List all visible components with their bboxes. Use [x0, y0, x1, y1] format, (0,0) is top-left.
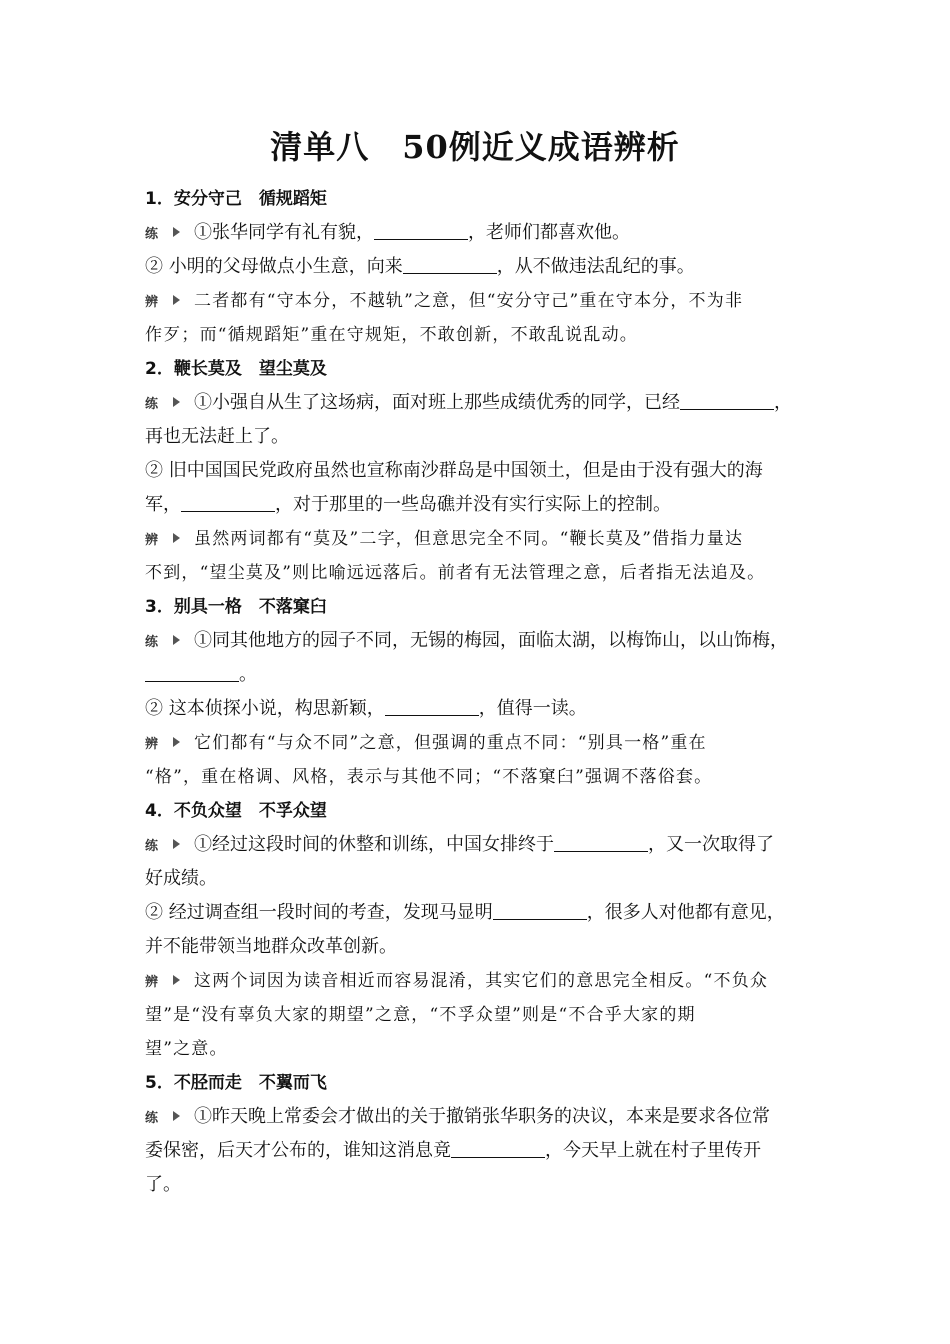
play-triangle-icon — [173, 635, 180, 645]
answer-blank[interactable] — [680, 389, 774, 410]
sentence-line: 再也无法赶上了。 — [145, 426, 289, 447]
analysis-label: 辨 — [145, 737, 159, 752]
play-triangle-icon — [173, 227, 180, 237]
practice-label: 练 — [145, 227, 159, 242]
play-triangle-icon — [173, 975, 180, 985]
line-text: ①张华同学有礼有貌， — [194, 222, 374, 243]
analysis-continuation: “格”，重在格调、风格，表示与其他不同；“不落窠臼”强调不落俗套。 — [145, 767, 713, 787]
line-text: 二者都有“守本分，不越轨”之意，但“安分守己”重在守本分，不为非 — [194, 291, 744, 311]
line-text: ，值得一读。 — [478, 698, 587, 719]
line-text: 军， — [145, 494, 181, 515]
sentence-line: ② 旧中国国民党政府虽然也宣称南沙群岛是中国领土，但是由于没有强大的海 — [145, 460, 763, 481]
practice-label: 练 — [145, 1111, 159, 1126]
practice-label: 练 — [145, 839, 159, 854]
analysis-continuation: 作歹；而“循规蹈矩”重在守规矩，不敢创新，不敢乱说乱动。 — [145, 325, 638, 345]
page-title: 清单八 50例近义成语辨析 — [270, 128, 680, 166]
line-text: ①昨天晚上常委会才做出的关于撤销张华职务的决议，本来是要求各位常 — [194, 1106, 770, 1127]
play-triangle-icon — [173, 295, 180, 305]
play-triangle-icon — [173, 737, 180, 747]
line-text: ，从不做违法乱纪的事。 — [496, 256, 695, 277]
line-text: 委保密，后天才公布的，谁知这消息竟 — [145, 1140, 451, 1161]
item-heading: 2．鞭长莫及 望尘莫及 — [145, 359, 327, 379]
answer-blank[interactable] — [493, 899, 587, 920]
practice-line — [145, 828, 817, 862]
item-heading: 5．不胫而走 不翼而飞 — [145, 1073, 327, 1093]
line-text: ，老师们都喜欢他。 — [468, 222, 630, 243]
line-text: 它们都有“与众不同”之意，但强调的重点不同：“别具一格”重在 — [194, 733, 707, 753]
play-triangle-icon — [173, 397, 180, 407]
sentence-line — [145, 692, 817, 726]
practice-line — [145, 624, 817, 658]
play-triangle-icon — [173, 533, 180, 543]
answer-blank[interactable] — [145, 661, 239, 682]
analysis-continuation: 不到，“望尘莫及”则比喻远远落后。前者有无法管理之意，后者指无法追及。 — [145, 563, 766, 583]
line-text: 。 — [239, 664, 257, 685]
analysis-label: 辨 — [145, 295, 159, 310]
line-text: ② 经过调查组一段时间的考查，发现马显明 — [145, 902, 493, 923]
analysis-line — [145, 284, 817, 318]
sentence-line — [145, 250, 817, 284]
line-text: ② 小明的父母做点小生意，向来 — [145, 256, 403, 277]
analysis-line — [145, 522, 817, 556]
sentence-line: 好成绩。 — [145, 868, 217, 889]
sentence-line — [145, 488, 817, 522]
line-text: ② 这本侦探小说，构思新颖， — [145, 698, 385, 719]
item-heading: 3．别具一格 不落窠臼 — [145, 597, 327, 617]
line-text: ①同其他地方的园子不同，无锡的梅园，面临太湖，以梅饰山，以山饰梅， — [194, 630, 788, 651]
line-text: 这两个词因为读音相近而容易混淆，其实它们的意思完全相反。“不负众 — [194, 971, 769, 991]
practice-line — [145, 1100, 817, 1134]
line-text: ，今天早上就在村子里传开 — [545, 1140, 761, 1161]
answer-blank[interactable] — [385, 695, 479, 716]
play-triangle-icon — [173, 1111, 180, 1121]
analysis-continuation: 望”之意。 — [145, 1039, 228, 1059]
play-triangle-icon — [173, 839, 180, 849]
line-text: ，又一次取得了 — [648, 834, 774, 855]
line-text: ①小强自从生了这场病，面对班上那些成绩优秀的同学，已经 — [194, 392, 680, 413]
line-text: ，对于那里的一些岛礁并没有实行实际上的控制。 — [275, 494, 671, 515]
item-heading: 1．安分守己 循规蹈矩 — [145, 189, 327, 209]
answer-blank[interactable] — [181, 491, 275, 512]
sentence-line: 并不能带领当地群众改革创新。 — [145, 936, 397, 957]
line-text: ， — [774, 392, 792, 413]
line-text: ①经过这段时间的休整和训练，中国女排终于 — [194, 834, 554, 855]
answer-blank[interactable] — [403, 253, 497, 274]
analysis-label: 辨 — [145, 533, 159, 548]
practice-label: 练 — [145, 397, 159, 412]
analysis-line — [145, 964, 817, 998]
answer-blank[interactable] — [374, 219, 468, 240]
analysis-line — [145, 726, 817, 760]
analysis-continuation: 望”是“没有辜负大家的期望”之意，“不孚众望”则是“不合乎大家的期 — [145, 1005, 696, 1025]
line-text: ，很多人对他都有意见， — [586, 902, 785, 923]
practice-line — [145, 216, 817, 250]
answer-blank[interactable] — [451, 1137, 545, 1158]
analysis-label: 辨 — [145, 975, 159, 990]
line-text: 虽然两词都有“莫及”二字，但意思完全不同。“鞭长莫及”借指力量达 — [194, 529, 744, 549]
sentence-line — [145, 1134, 817, 1168]
sentence-line: 了。 — [145, 1174, 181, 1195]
answer-blank[interactable] — [554, 831, 648, 852]
practice-line — [145, 386, 817, 420]
practice-label: 练 — [145, 635, 159, 650]
sentence-line — [145, 896, 817, 930]
item-heading: 4．不负众望 不孚众望 — [145, 801, 327, 821]
content-body — [145, 182, 817, 1202]
sentence-line — [145, 658, 817, 692]
